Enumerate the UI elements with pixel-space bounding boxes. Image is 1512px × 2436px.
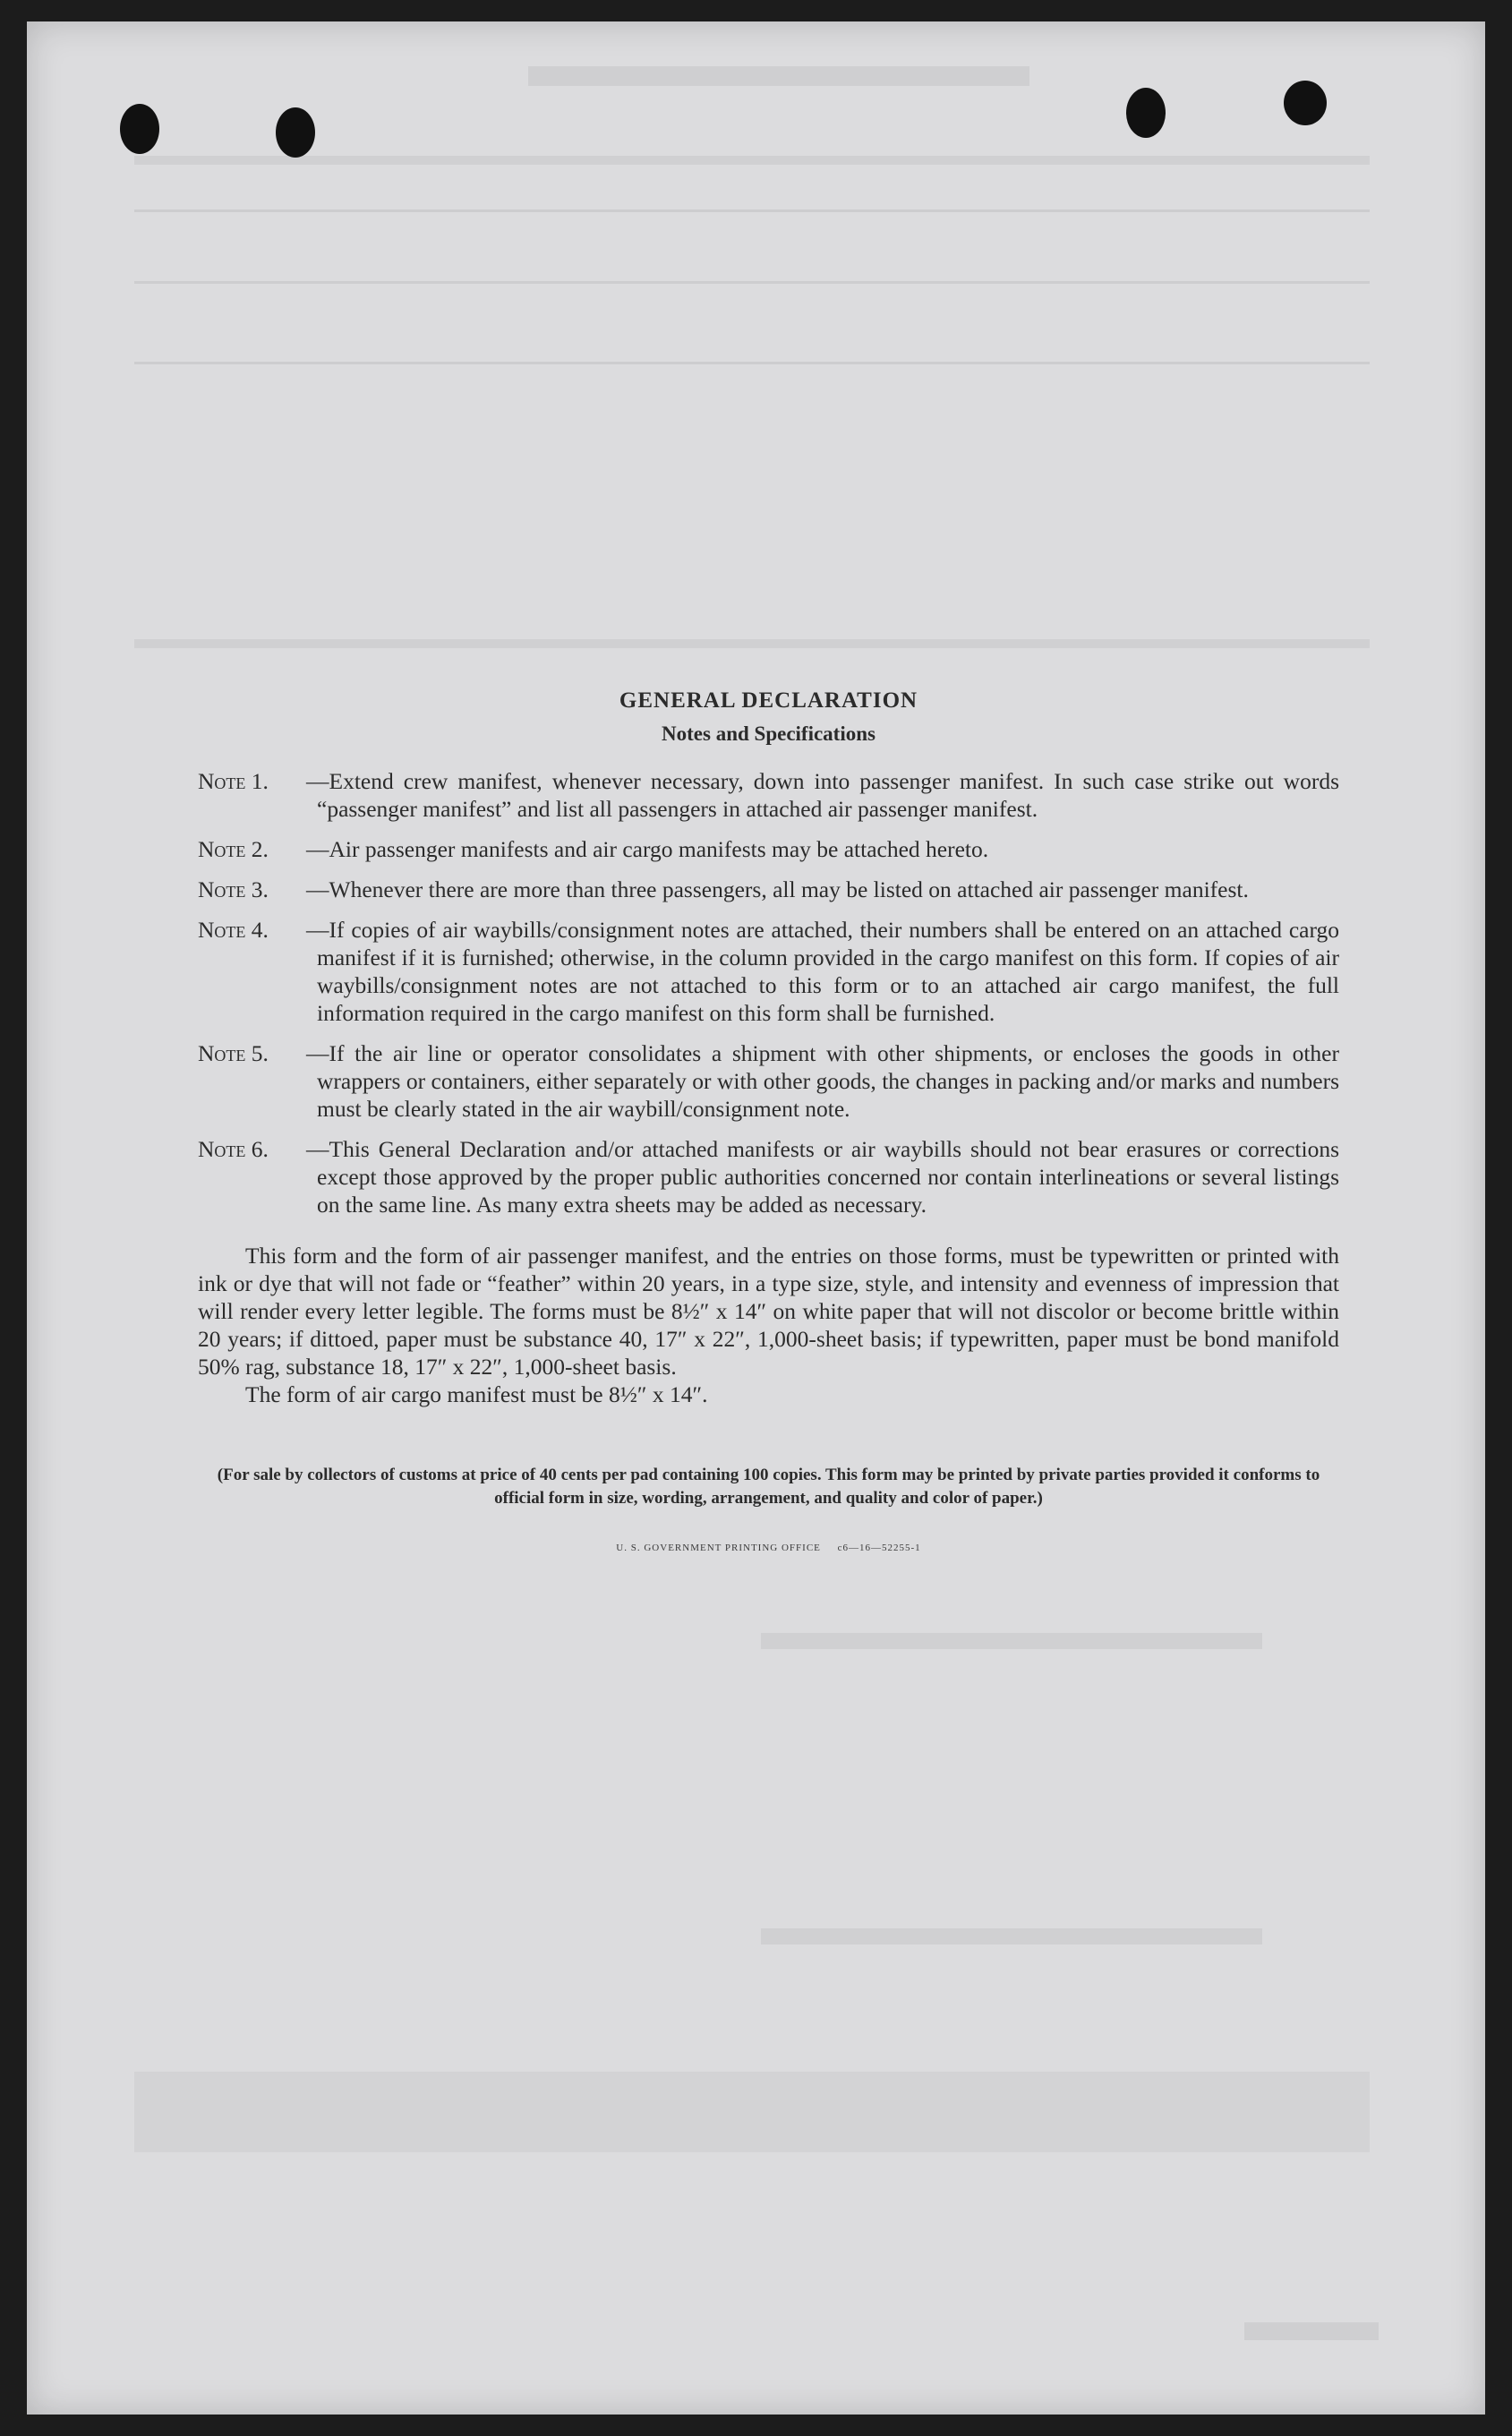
sale-footnote: (For sale by collectors of customs at price of 40 cents per pad containing 100 copies. This form may be printed by private parties provided it conforms to official form in size, wording, arrangement, and quality and color of paper.)	[217, 1466, 1320, 1508]
note-label: Note 5.	[198, 1040, 269, 1066]
punch-hole	[120, 104, 159, 154]
document-subtitle: Notes and Specifications	[662, 722, 876, 745]
note-text: —Air passenger manifests and air cargo manifests may be attached hereto.	[306, 836, 989, 862]
note-4	[198, 916, 1339, 1027]
note-6	[198, 1135, 1339, 1218]
note-text: —If the air line or operator consolidates a shipment with other shipments, or encloses the goods in other wrappers or containers, either separately or with other goods, the changes in packing and/or marks and numbers must be clearly stated in the air waybill/consignment note.	[306, 1040, 1339, 1122]
note-label: Note 3.	[198, 876, 269, 902]
note-label: Note 4.	[198, 917, 269, 943]
note-1	[198, 767, 1339, 823]
punch-hole	[1284, 81, 1327, 125]
punch-hole	[1126, 88, 1166, 138]
specification-paragraph: This form and the form of air passenger manifest, and the entries on those forms, must be typewritten or printed with ink or dye that will not fade or “feather” within 20 years, in a type size, style, and intensity and evenness of impression that will render every letter legible. The forms must be 8½″ x 14″ on white paper that will not discolor or become brittle within 20 years; if dittoed, paper must be substance 40, 17″ x 22″, 1,000-sheet basis; if typewritten, paper must be bond manifold 50% rag, substance 18, 17″ x 22″, 1,000-sheet basis.	[198, 1243, 1339, 1380]
note-text: —Extend crew manifest, whenever necessary, down into passenger manifest. In such case strike out words “passenger manifest” and list all passengers in attached air passenger manifest.	[306, 768, 1339, 822]
note-text: —This General Declaration and/or attached manifests or air waybills should not bear erasures or corrections except those approved by the proper public authorities concerned nor contain interlineations or several listings on the same line. As many extra sheets may be added as necessary.	[306, 1136, 1339, 1218]
note-5	[198, 1039, 1339, 1123]
notes-list	[198, 767, 1339, 1218]
note-label: Note 1.	[198, 768, 269, 794]
notes-document	[198, 662, 1339, 1553]
note-text: —Whenever there are more than three passengers, all may be listed on attached air passenger manifest.	[306, 876, 1249, 902]
note-label: Note 6.	[198, 1136, 269, 1162]
cargo-manifest-size: The form of air cargo manifest must be 8½″ x 14″.	[245, 1381, 708, 1407]
document-page	[27, 21, 1485, 2415]
note-label: Note 2.	[198, 836, 269, 862]
printer-line: U. S. GOVERNMENT PRINTING OFFICE c6—16—52255-1	[616, 1543, 921, 1553]
punch-hole	[276, 107, 315, 158]
note-text: —If copies of air waybills/consignment notes are attached, their numbers shall be entered on an attached cargo manifest if it is furnished; otherwise, in the column provided in the cargo manifest on this form. If copies of air waybills/consignment notes are not attached to this form or to an attached air cargo manifest, the full information required in the cargo manifest on this form shall be furnished.	[306, 917, 1339, 1026]
note-3	[198, 876, 1339, 903]
note-2	[198, 835, 1339, 863]
document-title: GENERAL DECLARATION	[619, 688, 918, 713]
